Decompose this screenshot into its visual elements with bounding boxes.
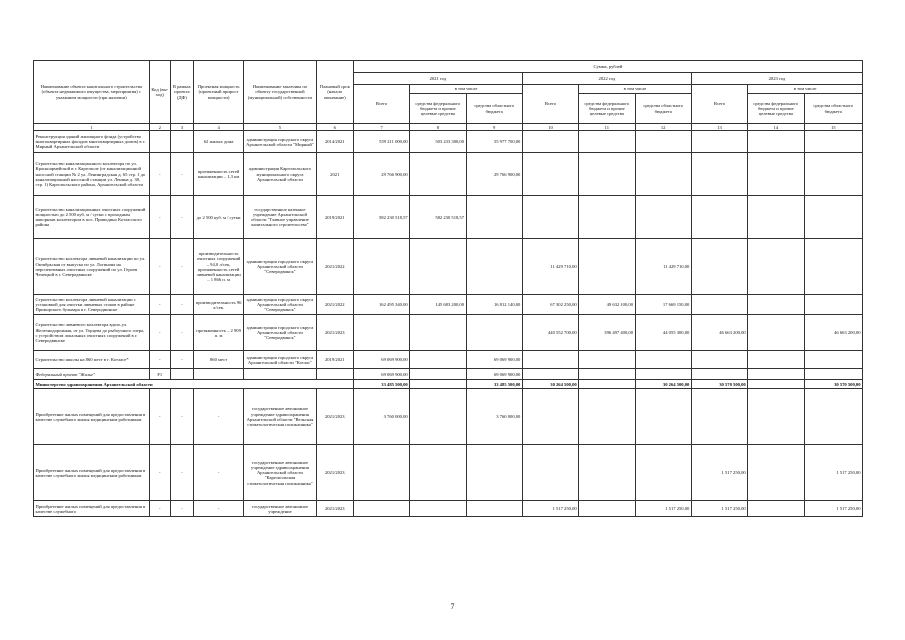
amount-cell: [691, 369, 747, 380]
header-year-2023: 2023 год: [691, 73, 862, 85]
amount-cell: 11 429 710,00: [522, 239, 578, 295]
amount-cell: [804, 295, 863, 315]
amount-cell: 3 760 000,00: [466, 389, 522, 445]
amount-cell: [804, 351, 863, 369]
amount-cell: [579, 380, 635, 389]
object-term: 2021/2023: [316, 315, 353, 351]
amount-cell: 69 069 900,00: [466, 369, 522, 380]
amount-cell: [353, 315, 409, 351]
amount-cell: [466, 315, 522, 351]
table-row: [34, 239, 863, 295]
object-name: Реконструкция зданий жилищного фонда (устройство многоквартирных фасадов многоквартирных домов) в г. Мирный Архангельской области: [34, 131, 150, 153]
amount-cell: [635, 445, 691, 501]
object-code: -: [149, 501, 170, 517]
header-customer: Наименование заказчика по объекту государственной (муниципальной) собственности: [244, 61, 316, 124]
object-project: -: [170, 389, 193, 445]
amount-cell: 44 055 300,00: [635, 315, 691, 351]
amount-cell: [466, 196, 522, 239]
header-total-2021: Всего: [353, 85, 409, 124]
amount-cell: [691, 295, 747, 315]
header-capacity: Проектная мощность (проектный прирост мощности): [193, 61, 243, 124]
amount-cell: 162 495 340,00: [353, 295, 409, 315]
object-name: Строительство школы на 860 мест в г. Котласе*: [34, 351, 150, 369]
table-row: [34, 351, 863, 369]
amount-cell: [804, 196, 863, 239]
amount-cell: [804, 369, 863, 380]
column-number: 10: [522, 124, 578, 131]
object-project: -: [170, 295, 193, 315]
object-customer: администрация Каргопольского муниципального округа Архангельской области: [244, 153, 316, 196]
header-term: Плановый срок (начало окончание): [316, 61, 353, 124]
column-number: 9: [466, 124, 522, 131]
object-code: -: [149, 315, 170, 351]
table-row: [34, 153, 863, 196]
amount-cell: [522, 445, 578, 501]
amount-cell: [635, 131, 691, 153]
column-number: 14: [748, 124, 804, 131]
object-name: Приобретение жилых помещений для предоставления в качестве служебного жилья медицинским работникам: [34, 389, 150, 445]
empty-cell: [193, 369, 243, 380]
amount-cell: [748, 131, 804, 153]
amount-cell: [691, 131, 747, 153]
object-customer: администрация городского округа Архангельской области "Северодвинск": [244, 295, 316, 315]
amount-cell: [410, 389, 466, 445]
amount-cell: [748, 351, 804, 369]
amount-cell: 46 663 200,00: [691, 315, 747, 351]
amount-cell: [748, 380, 804, 389]
header-reg-2023: средства областного бюджета: [804, 94, 863, 124]
object-customer: государственное казенное учреждение Архангельской области "Главное управление капитального строительства": [244, 196, 316, 239]
amount-cell: 46 663 200,00: [804, 315, 863, 351]
object-capacity: 62 жилых дома: [193, 131, 243, 153]
amount-cell: [748, 239, 804, 295]
amount-cell: 67 302 250,00: [522, 295, 578, 315]
amount-cell: [522, 351, 578, 369]
object-project: -: [170, 196, 193, 239]
amount-cell: [635, 351, 691, 369]
amount-cell: [410, 315, 466, 351]
column-numbers-row: [34, 124, 863, 131]
table-row: [34, 445, 863, 501]
column-number: 13: [691, 124, 747, 131]
amount-cell: 30 570 500,00: [804, 380, 863, 389]
header-incl-2023: в том числе: [748, 85, 863, 94]
amount-cell: [522, 369, 578, 380]
header-incl-2022: в том числе: [579, 85, 692, 94]
header-year-2021: 2021 год: [353, 73, 522, 85]
amount-cell: [353, 501, 409, 517]
amount-cell: [410, 501, 466, 517]
amount-cell: [691, 153, 747, 196]
amount-cell: [522, 389, 578, 445]
object-customer: государственное автономное учреждение здравоохранения Архангельской области "Вельская стоматологическая поликлиника": [244, 389, 316, 445]
amount-cell: 582 230 518,57: [353, 196, 409, 239]
object-project: -: [170, 153, 193, 196]
federal-project-code: F1: [149, 369, 170, 380]
amount-cell: 582 230 518,57: [410, 196, 466, 239]
budget-table-page: [33, 60, 863, 517]
column-number: 6: [316, 124, 353, 131]
object-capacity: производительность очистных сооружений – 94,0 л/сек, протяженность сетей ливневой канализации – 1 866 п. м: [193, 239, 243, 295]
amount-cell: 69 069 900,00: [353, 351, 409, 369]
header-fed-2022: средства федерального бюджета и прочие целевые средства: [579, 94, 635, 124]
object-capacity: -: [193, 445, 243, 501]
amount-cell: [466, 445, 522, 501]
header-fed-2023: средства федерального бюджета и прочие целевые средства: [748, 94, 804, 124]
header-total-2022: Всего: [522, 85, 578, 124]
object-code: -: [149, 351, 170, 369]
table-row: [34, 295, 863, 315]
object-term: 2021/2022: [316, 239, 353, 295]
budget-table: [33, 60, 863, 517]
amount-cell: [410, 445, 466, 501]
amount-cell: [635, 196, 691, 239]
amount-cell: [466, 239, 522, 295]
object-customer: государственное автономное учреждение здравоохранения Архангельской области "Каргопольская стоматологическая поликлиника": [244, 445, 316, 501]
amount-cell: [410, 351, 466, 369]
amount-cell: 11 429 710,00: [635, 239, 691, 295]
amount-cell: 559 211 000,00: [353, 131, 409, 153]
amount-cell: [579, 369, 635, 380]
object-code: -: [149, 295, 170, 315]
table-row: [34, 389, 863, 445]
amount-cell: [748, 501, 804, 517]
amount-cell: [579, 153, 635, 196]
amount-cell: [748, 445, 804, 501]
amount-cell: [635, 153, 691, 196]
object-project: -: [170, 351, 193, 369]
object-capacity: протяженность – 2 909 п. м: [193, 315, 243, 351]
object-term: 2014/2021: [316, 131, 353, 153]
column-number: 5: [244, 124, 316, 131]
object-term: 2021/2023: [316, 501, 353, 517]
amount-cell: [804, 153, 863, 196]
amount-cell: [579, 445, 635, 501]
column-number: 4: [193, 124, 243, 131]
column-number: 1: [34, 124, 150, 131]
section-row: [34, 380, 863, 389]
column-number: 2: [149, 124, 170, 131]
federal-project-label: Федеральный проект "Жилье": [34, 369, 150, 380]
amount-cell: [579, 196, 635, 239]
object-customer: администрация городского округа Архангельской области "Северодвинск": [244, 315, 316, 351]
amount-cell: [691, 196, 747, 239]
object-project: -: [170, 239, 193, 295]
amount-cell: 1 517 250,00: [691, 445, 747, 501]
object-code: -: [149, 445, 170, 501]
amount-cell: 3 760 000,00: [353, 389, 409, 445]
object-customer: администрация городского округа Архангельской области "Мирный": [244, 131, 316, 153]
table-row: [34, 315, 863, 351]
header-total-2023: Всего: [691, 85, 747, 124]
object-name: Строительство канализационного коллектора по ул. Красноармейской в г. Каргополе (от канализационной насосной станции № 2 ул. Ленинградская д. 65 стр. 1 до канализационной насосной станции ул. Ленина д. 38, стр. 1) Каргопольского района, Архангельской области: [34, 153, 150, 196]
empty-cell: [170, 369, 193, 380]
object-code: -: [149, 196, 170, 239]
amount-cell: 29 766 900,00: [353, 153, 409, 196]
object-capacity: производительность 96 л/сек.: [193, 295, 243, 315]
amount-cell: [410, 153, 466, 196]
object-name: Строительство коллектора ливневой канализации с установкой для очистки ливневых стоков в районе Приморского бульвара в г. Северодвинске: [34, 295, 150, 315]
column-number: 7: [353, 124, 409, 131]
amount-cell: 396 497 400,00: [579, 315, 635, 351]
object-customer: администрация городского округа Архангельской области "Северодвинск": [244, 239, 316, 295]
object-name: Приобретение жилых помещений для предоставления в качестве служебного жилья медицинским работникам: [34, 445, 150, 501]
amount-cell: [579, 501, 635, 517]
amount-cell: [691, 239, 747, 295]
amount-cell: [579, 389, 635, 445]
empty-cell: [316, 369, 353, 380]
amount-cell: [466, 501, 522, 517]
amount-cell: 30 264 500,00: [635, 380, 691, 389]
amount-cell: 1 517 250,00: [691, 501, 747, 517]
table-row: [34, 131, 863, 153]
header-sum: Сумма, рублей: [353, 61, 862, 73]
amount-cell: [804, 131, 863, 153]
amount-cell: [748, 369, 804, 380]
amount-cell: [804, 389, 863, 445]
object-term: 2021/2023: [316, 445, 353, 501]
column-number: 8: [410, 124, 466, 131]
object-code: -: [149, 153, 170, 196]
amount-cell: 55 977 700,00: [466, 131, 522, 153]
empty-cell: [244, 369, 316, 380]
object-capacity: -: [193, 389, 243, 445]
amount-cell: 440 552 700,00: [522, 315, 578, 351]
amount-cell: [748, 315, 804, 351]
header-reg-2021: средства областного бюджета: [466, 94, 522, 124]
amount-cell: [410, 239, 466, 295]
amount-cell: [353, 239, 409, 295]
object-term: 2021: [316, 153, 353, 196]
amount-cell: [579, 351, 635, 369]
amount-cell: [410, 369, 466, 380]
table-row: [34, 196, 863, 239]
object-capacity: до 2 500 куб. м / сутки: [193, 196, 243, 239]
amount-cell: 1 517 250,00: [804, 445, 863, 501]
object-name: Строительство канализационных очистных сооружений мощностью до 2 500 куб. м / сутки с проходным напорным коллектором в пос. Приводино Котласского района: [34, 196, 150, 239]
amount-cell: [410, 380, 466, 389]
column-number: 15: [804, 124, 863, 131]
amount-cell: [635, 369, 691, 380]
amount-cell: 1 517 250,00: [522, 501, 578, 517]
column-number: 12: [635, 124, 691, 131]
header-code: Код (вы-ход): [149, 61, 170, 124]
header-year-2022: 2022 год: [522, 73, 691, 85]
section-title: Министерство здравоохранения Архангельской области: [34, 380, 354, 389]
amount-cell: [579, 131, 635, 153]
amount-cell: [804, 239, 863, 295]
object-term: 2019/2021: [316, 196, 353, 239]
object-customer: государственное автономное учреждение: [244, 501, 316, 517]
object-code: -: [149, 239, 170, 295]
object-code: [149, 131, 170, 153]
amount-cell: [691, 351, 747, 369]
amount-cell: [579, 239, 635, 295]
object-name: Строительство ливневого коллектора вдоль ул. Железнодорожная, от ул. Торцева до рыбоучного озера, с устройством локальных очистных сооружений в г. Северодвинске: [34, 315, 150, 351]
amount-cell: 29 766 900,00: [466, 153, 522, 196]
amount-cell: 69 069 900,00: [466, 351, 522, 369]
amount-cell: [353, 445, 409, 501]
amount-cell: [748, 153, 804, 196]
amount-cell: 1 517 250,00: [804, 501, 863, 517]
amount-cell: [748, 389, 804, 445]
header-fed-2021: средства федерального бюджета и прочие целевые средства: [410, 94, 466, 124]
object-customer: администрация городского округа Архангельской области "Котлас": [244, 351, 316, 369]
object-name: Приобретение жилых помещений для предоставления в качестве служебного: [34, 501, 150, 517]
amount-cell: 503 233 300,00: [410, 131, 466, 153]
column-number: 3: [170, 124, 193, 131]
header-reg-2022: средства областного бюджета: [635, 94, 691, 124]
object-project: -: [170, 501, 193, 517]
amount-cell: 33 485 500,00: [466, 380, 522, 389]
page-number: 7: [450, 602, 455, 611]
amount-cell: 30 570 500,00: [691, 380, 747, 389]
object-term: 2021/2023: [316, 389, 353, 445]
object-term: 2019/2021: [316, 351, 353, 369]
object-project: [170, 131, 193, 153]
amount-cell: [748, 295, 804, 315]
header-project: В рамках проекта (ДФ): [170, 61, 193, 124]
amount-cell: [522, 131, 578, 153]
amount-cell: 1 517 250,00: [635, 501, 691, 517]
column-number: 11: [579, 124, 635, 131]
object-capacity: -: [193, 501, 243, 517]
table-row: [34, 501, 863, 517]
object-term: 2021/2022: [316, 295, 353, 315]
object-capacity: 860 мест: [193, 351, 243, 369]
amount-cell: [635, 389, 691, 445]
amount-cell: 49 632 100,00: [579, 295, 635, 315]
amount-cell: 30 264 500,00: [522, 380, 578, 389]
header-incl-2021: в том числе: [410, 85, 523, 94]
amount-cell: [691, 389, 747, 445]
object-project: -: [170, 445, 193, 501]
amount-cell: 17 669 150,00: [635, 295, 691, 315]
amount-cell: [748, 196, 804, 239]
amount-cell: 69 069 900,00: [353, 369, 409, 380]
amount-cell: 33 485 500,00: [353, 380, 409, 389]
amount-cell: [522, 153, 578, 196]
object-name: Строительство коллектора ливневой канализации по ул. Октябрьская от выпуска по ул. Логинова на перспективных очистных сооружений по ул. Героев Чепецкой в г. Северодвинске: [34, 239, 150, 295]
object-project: -: [170, 315, 193, 351]
object-code: -: [149, 389, 170, 445]
object-capacity: протяженность сетей канализации – 1,3 км: [193, 153, 243, 196]
amount-cell: [522, 196, 578, 239]
amount-cell: 145 683 200,00: [410, 295, 466, 315]
federal-project-row: [34, 369, 863, 380]
amount-cell: 16 812 140,00: [466, 295, 522, 315]
header-name: Наименование объекта капитального строительства (объекта недвижимого имущества, мероприятия) с указанием мощности (при наличии): [34, 61, 150, 124]
